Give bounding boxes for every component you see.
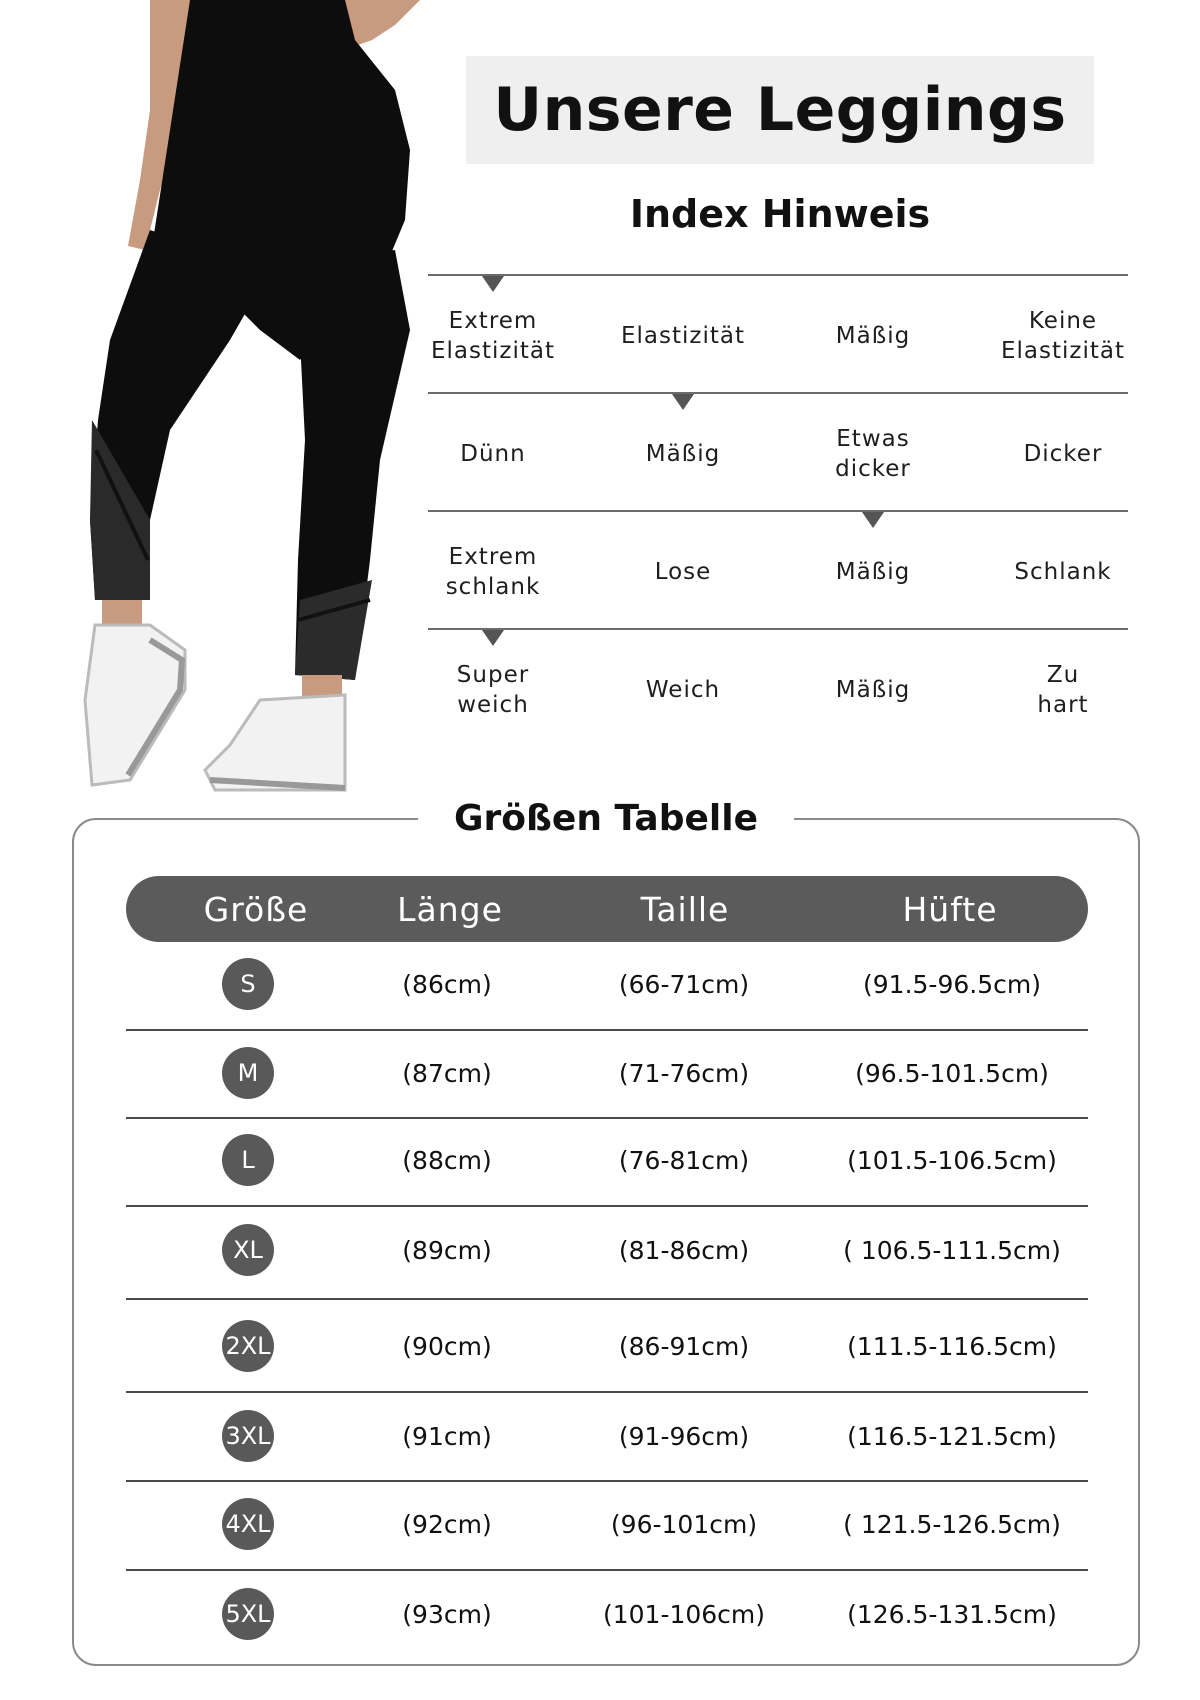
size-table-title: Größen Tabelle [454, 797, 758, 839]
index-option: Mäßig [835, 323, 911, 349]
index-option: Mäßig [645, 441, 721, 467]
index-option: Keine Elastizität [1000, 308, 1125, 364]
size-cell-length: (93cm) [402, 1599, 492, 1629]
size-cell-waist: (86-91cm) [618, 1331, 750, 1361]
index-option: Mäßig [835, 677, 911, 703]
size-badge: M [222, 1047, 274, 1099]
size-cell-length: (88cm) [402, 1145, 492, 1175]
size-cell-hip: (101.5-106.5cm) [847, 1145, 1057, 1175]
index-option: Dicker [1023, 441, 1103, 467]
size-cell-length: (92cm) [402, 1509, 492, 1539]
table-row-divider [126, 1298, 1088, 1300]
title-box [466, 56, 1094, 164]
header-size: Größe [203, 889, 309, 929]
table-row-divider [126, 1117, 1088, 1119]
index-row-divider [428, 628, 1128, 630]
shoe-front [205, 695, 345, 790]
table-row-divider [126, 1480, 1088, 1482]
index-option: Schlank [1014, 559, 1112, 585]
header-waist: Taille [640, 889, 730, 929]
index-title: Index Hinweis [629, 192, 931, 236]
index-option: Etwas dicker [835, 426, 911, 482]
table-row-divider [126, 1391, 1088, 1393]
size-cell-waist: (96-101cm) [610, 1509, 758, 1539]
table-row-divider [126, 1569, 1088, 1571]
index-option: Super weich [456, 662, 530, 718]
size-badge: 3XL [222, 1410, 274, 1462]
index-option: Weich [645, 677, 721, 703]
page-title: Unsere Leggings [493, 75, 1067, 145]
table-row-divider [126, 1029, 1088, 1031]
header-length: Länge [397, 889, 503, 929]
size-cell-waist: (76-81cm) [618, 1145, 750, 1175]
size-cell-length: (91cm) [402, 1421, 492, 1451]
index-row-divider [428, 392, 1128, 394]
size-cell-hip: (96.5-101.5cm) [855, 1058, 1049, 1088]
size-cell-waist: (66-71cm) [618, 969, 750, 999]
size-cell-hip: (116.5-121.5cm) [847, 1421, 1057, 1451]
size-badge: XL [222, 1224, 274, 1276]
index-row-divider [428, 510, 1128, 512]
table-row-divider [126, 1205, 1088, 1207]
size-cell-hip: (91.5-96.5cm) [863, 969, 1041, 999]
size-badge: L [222, 1134, 274, 1186]
size-cell-waist: (91-96cm) [618, 1421, 750, 1451]
size-cell-hip: ( 121.5-126.5cm) [843, 1509, 1061, 1539]
size-cell-hip: ( 106.5-111.5cm) [843, 1235, 1061, 1265]
model-leggings-illustration [0, 0, 440, 800]
header-hip: Hüfte [902, 889, 998, 929]
size-cell-waist: (101-106cm) [602, 1599, 766, 1629]
size-cell-waist: (71-76cm) [618, 1058, 750, 1088]
size-cell-length: (90cm) [402, 1331, 492, 1361]
index-option: Elastizität [620, 323, 745, 349]
size-cell-waist: (81-86cm) [618, 1235, 750, 1265]
index-option: Extrem schlank [445, 544, 541, 600]
size-badge: S [222, 958, 274, 1010]
index-option: Mäßig [835, 559, 911, 585]
index-option: Zu hart [1037, 662, 1089, 718]
index-row-divider [428, 274, 1128, 276]
size-cell-hip: (111.5-116.5cm) [847, 1331, 1057, 1361]
index-option: Dünn [460, 441, 526, 467]
size-cell-length: (86cm) [402, 969, 492, 999]
size-badge: 4XL [222, 1498, 274, 1550]
size-badge: 2XL [222, 1320, 274, 1372]
index-option: Lose [654, 559, 712, 585]
size-cell-length: (89cm) [402, 1235, 492, 1265]
index-option: Extrem Elastizität [430, 308, 555, 364]
size-cell-hip: (126.5-131.5cm) [847, 1599, 1057, 1629]
size-cell-length: (87cm) [402, 1058, 492, 1088]
size-badge: 5XL [222, 1588, 274, 1640]
